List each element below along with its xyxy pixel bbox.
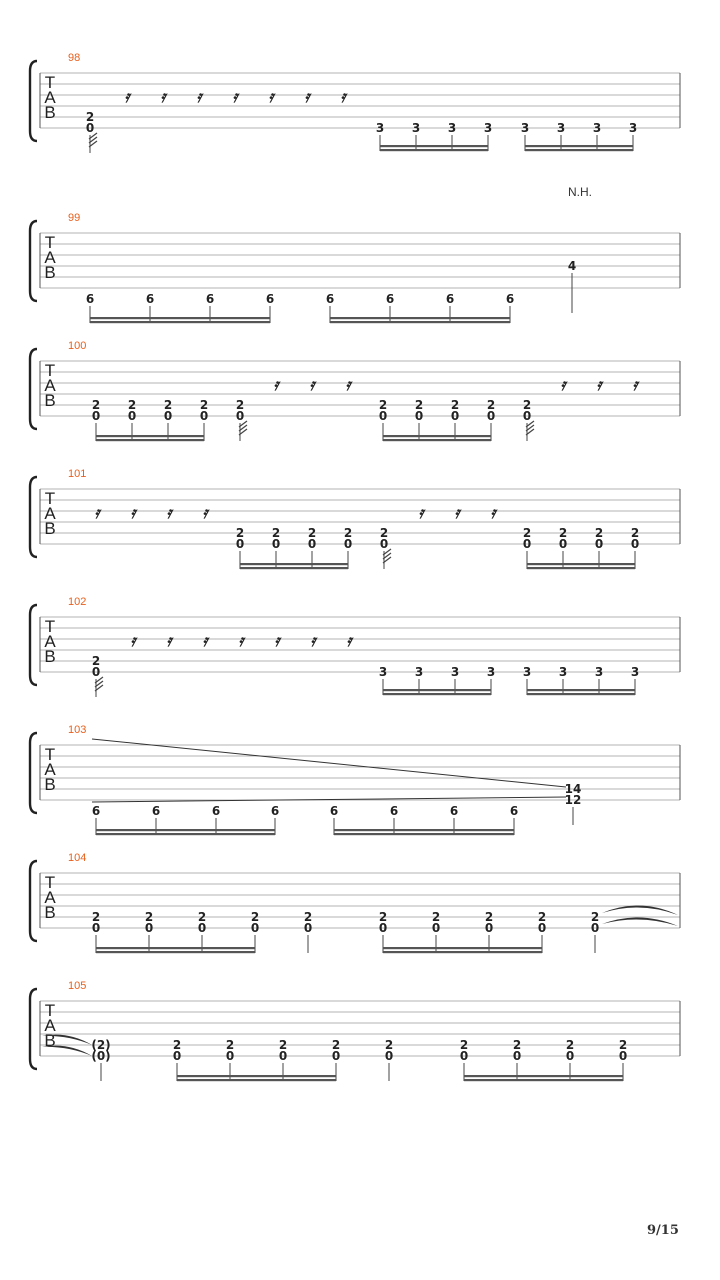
fret-number: 2 xyxy=(225,1038,235,1052)
tab-clef-letter: A xyxy=(44,632,56,651)
fret-number: 14 xyxy=(564,782,582,796)
fret-number: 2 xyxy=(558,526,568,540)
fret-number: 2 xyxy=(378,398,388,412)
measure-number: 99 xyxy=(68,212,81,224)
fret-number: 0 xyxy=(331,1049,341,1063)
beam xyxy=(383,689,491,691)
beam xyxy=(525,149,633,151)
fret-number: 2 xyxy=(537,910,547,924)
fret-number: 2 xyxy=(85,110,95,124)
fret-number: 0 xyxy=(522,537,532,551)
beam xyxy=(380,145,488,147)
system-bracket xyxy=(30,61,37,141)
beam xyxy=(96,951,255,953)
fret-number: 3 xyxy=(483,121,493,135)
fret-number: 6 xyxy=(211,804,221,818)
sixteenth-rest: 𝄿 xyxy=(560,375,566,394)
fret-number: 2 xyxy=(91,398,101,412)
measure-number: 101 xyxy=(68,468,87,480)
fret-number: 0 xyxy=(303,921,313,935)
tie-arc xyxy=(602,917,678,926)
tab-clef-letter: T xyxy=(44,873,56,892)
sixteenth-rest: 𝄿 xyxy=(232,87,238,106)
fret-number: 2 xyxy=(512,1038,522,1052)
fret-number: 3 xyxy=(558,665,568,679)
sixteenth-rest: 𝄿 xyxy=(124,87,130,106)
sixteenth-rest: 𝄿 xyxy=(130,631,136,650)
beam xyxy=(464,1075,623,1077)
beam xyxy=(334,829,514,831)
tie-arc xyxy=(602,905,678,915)
sixteenth-rest: 𝄿 xyxy=(454,503,460,522)
tab-clef-letter: A xyxy=(44,888,56,907)
tab-clef-letter: T xyxy=(44,745,56,764)
fret-number: 6 xyxy=(389,804,399,818)
fret-number: 3 xyxy=(594,665,604,679)
fret-number: 6 xyxy=(445,292,455,306)
beam xyxy=(240,567,348,569)
tab-system xyxy=(30,724,680,835)
fret-number: 0 xyxy=(163,409,173,423)
fret-number: 0 xyxy=(378,409,388,423)
beam xyxy=(96,435,204,437)
fret-number: 2 xyxy=(144,910,154,924)
fret-number: 12 xyxy=(564,793,582,807)
tab-system xyxy=(30,596,680,697)
beam xyxy=(383,439,491,441)
beam xyxy=(527,689,635,691)
fret-number: 3 xyxy=(630,665,640,679)
sixteenth-rest: 𝄿 xyxy=(418,503,424,522)
beam xyxy=(383,951,542,953)
fret-number: 2 xyxy=(343,526,353,540)
fret-number: 2 xyxy=(522,526,532,540)
fret-number: 3 xyxy=(520,121,530,135)
fret-number: 2 xyxy=(163,398,173,412)
fret-number: 0 xyxy=(431,921,441,935)
fret-number: 0 xyxy=(484,921,494,935)
fret-number: 2 xyxy=(235,398,245,412)
system-bracket xyxy=(30,477,37,557)
beam xyxy=(330,321,510,323)
tab-clef-letter: A xyxy=(44,248,56,267)
sixteenth-rest: 𝄿 xyxy=(238,631,244,650)
sixteenth-rest: 𝄿 xyxy=(340,87,346,106)
fret-number: 0 xyxy=(271,537,281,551)
fret-number: 6 xyxy=(329,804,339,818)
measure-number: 98 xyxy=(68,52,81,64)
tab-clef-letter: A xyxy=(44,376,56,395)
fret-number: 2 xyxy=(199,398,209,412)
fret-number: 0 xyxy=(91,665,101,679)
fret-number: 2 xyxy=(172,1038,182,1052)
fret-number: 6 xyxy=(270,804,280,818)
beam xyxy=(330,317,510,319)
fret-number: 6 xyxy=(325,292,335,306)
fret-number: 3 xyxy=(411,121,421,135)
fret-number: 0 xyxy=(384,1049,394,1063)
sixteenth-rest: 𝄿 xyxy=(166,503,172,522)
fret-number: 0 xyxy=(414,409,424,423)
fret-number: 2 xyxy=(197,910,207,924)
fret-number: 3 xyxy=(378,665,388,679)
fret-number: 2 xyxy=(91,910,101,924)
fret-number: 6 xyxy=(265,292,275,306)
sixteenth-rest: 𝄿 xyxy=(160,87,166,106)
system-bracket xyxy=(30,605,37,685)
tab-clef-letter: B xyxy=(44,775,56,794)
tab-clef-letter: T xyxy=(44,617,56,636)
tied-fret-number: (0) xyxy=(91,1049,111,1063)
fret-number: 0 xyxy=(199,409,209,423)
fret-number: 0 xyxy=(343,537,353,551)
sixteenth-rest: 𝄿 xyxy=(130,503,136,522)
fret-number: 0 xyxy=(250,921,260,935)
fret-number: 0 xyxy=(197,921,207,935)
beam xyxy=(177,1075,336,1077)
fret-number: 2 xyxy=(278,1038,288,1052)
fret-number: 2 xyxy=(486,398,496,412)
beam xyxy=(383,435,491,437)
fret-number: 0 xyxy=(172,1049,182,1063)
beam xyxy=(527,567,635,569)
fret-number: 2 xyxy=(414,398,424,412)
fret-number: 6 xyxy=(505,292,515,306)
beam xyxy=(96,947,255,949)
tab-clef-letter: T xyxy=(44,1001,56,1020)
sixteenth-rest: 𝄿 xyxy=(304,87,310,106)
sixteenth-rest: 𝄿 xyxy=(268,87,274,106)
fret-number: 2 xyxy=(484,910,494,924)
fret-number: 2 xyxy=(271,526,281,540)
tab-clef-letter: A xyxy=(44,504,56,523)
sixteenth-rest: 𝄿 xyxy=(490,503,496,522)
fret-number: 2 xyxy=(459,1038,469,1052)
fret-number: 3 xyxy=(628,121,638,135)
fret-number: 2 xyxy=(565,1038,575,1052)
beam xyxy=(240,563,348,565)
fret-number: 0 xyxy=(590,921,600,935)
fret-number: 3 xyxy=(556,121,566,135)
beam xyxy=(90,321,270,323)
tab-system xyxy=(30,52,680,153)
tab-clef-letter: B xyxy=(44,263,56,282)
fret-number: 2 xyxy=(235,526,245,540)
tab-clef-letter: A xyxy=(44,1016,56,1035)
system-bracket xyxy=(30,989,37,1069)
fret-number: 6 xyxy=(509,804,519,818)
fret-number: 2 xyxy=(384,1038,394,1052)
fret-number: 6 xyxy=(449,804,459,818)
sixteenth-rest: 𝄿 xyxy=(274,631,280,650)
tab-clef-letter: T xyxy=(44,489,56,508)
tab-clef-letter: B xyxy=(44,647,56,666)
sixteenth-rest: 𝄿 xyxy=(309,375,315,394)
slide-line xyxy=(92,739,566,787)
fret-number: 0 xyxy=(235,537,245,551)
fret-number: 2 xyxy=(379,526,389,540)
tab-clef-letter: B xyxy=(44,519,56,538)
tab-clef-letter: T xyxy=(44,233,56,252)
tab-clef-letter: B xyxy=(44,903,56,922)
fret-number: 0 xyxy=(379,537,389,551)
system-bracket xyxy=(30,221,37,301)
fret-number: 3 xyxy=(375,121,385,135)
fret-number: 6 xyxy=(91,804,101,818)
tab-system xyxy=(30,340,680,441)
fret-number: 2 xyxy=(250,910,260,924)
tab-system xyxy=(30,980,680,1081)
sixteenth-rest: 𝄿 xyxy=(94,503,100,522)
beam xyxy=(464,1079,623,1081)
tab-clef-letter: T xyxy=(44,361,56,380)
sixteenth-rest: 𝄿 xyxy=(273,375,279,394)
measure-number: 100 xyxy=(68,340,87,352)
beam xyxy=(177,1079,336,1081)
fret-number: 0 xyxy=(537,921,547,935)
beam xyxy=(90,317,270,319)
sixteenth-rest: 𝄿 xyxy=(310,631,316,650)
fret-number: 3 xyxy=(414,665,424,679)
fret-number: 0 xyxy=(522,409,532,423)
measure-number: 102 xyxy=(68,596,87,608)
beam xyxy=(96,833,275,835)
beam xyxy=(383,947,542,949)
sixteenth-rest: 𝄿 xyxy=(632,375,638,394)
fret-number: 0 xyxy=(459,1049,469,1063)
measure-number: 105 xyxy=(68,980,87,992)
fret-number: 0 xyxy=(565,1049,575,1063)
fret-number: 0 xyxy=(235,409,245,423)
fret-number: 2 xyxy=(307,526,317,540)
beam xyxy=(96,829,275,831)
fret-number: 2 xyxy=(303,910,313,924)
fret-number: 2 xyxy=(431,910,441,924)
sixteenth-rest: 𝄿 xyxy=(346,631,352,650)
sixteenth-rest: 𝄿 xyxy=(166,631,172,650)
fret-number: 2 xyxy=(450,398,460,412)
slide-line xyxy=(92,797,566,802)
sixteenth-rest: 𝄿 xyxy=(202,631,208,650)
tab-system xyxy=(30,468,680,569)
fret-number: 6 xyxy=(151,804,161,818)
fret-number: 6 xyxy=(205,292,215,306)
fret-number: 6 xyxy=(85,292,95,306)
tied-fret-number: (2) xyxy=(91,1038,111,1052)
fret-number: 2 xyxy=(331,1038,341,1052)
tab-system xyxy=(30,185,680,323)
fret-number: 0 xyxy=(307,537,317,551)
fret-number: 0 xyxy=(594,537,604,551)
sixteenth-rest: 𝄿 xyxy=(345,375,351,394)
fret-number: 0 xyxy=(278,1049,288,1063)
beam xyxy=(527,563,635,565)
fret-number: 0 xyxy=(225,1049,235,1063)
natural-harmonic-label: N.H. xyxy=(568,185,592,199)
fret-number: 0 xyxy=(512,1049,522,1063)
fret-number: 2 xyxy=(378,910,388,924)
fret-number: 6 xyxy=(145,292,155,306)
fret-number: 3 xyxy=(592,121,602,135)
sixteenth-rest: 𝄿 xyxy=(202,503,208,522)
system-bracket xyxy=(30,349,37,429)
page-number: 9/15 xyxy=(647,1223,679,1238)
fret-number: 0 xyxy=(630,537,640,551)
fret-number: 4 xyxy=(567,259,577,273)
fret-number: 3 xyxy=(522,665,532,679)
beam xyxy=(527,693,635,695)
tab-system xyxy=(30,852,680,953)
fret-number: 0 xyxy=(378,921,388,935)
fret-number: 0 xyxy=(127,409,137,423)
tab-clef-letter: B xyxy=(44,103,56,122)
fret-number: 2 xyxy=(590,910,600,924)
sixteenth-rest: 𝄿 xyxy=(596,375,602,394)
fret-number: 0 xyxy=(85,121,95,135)
fret-number: 0 xyxy=(486,409,496,423)
beam xyxy=(383,693,491,695)
sixteenth-rest: 𝄿 xyxy=(196,87,202,106)
fret-number: 2 xyxy=(91,654,101,668)
fret-number: 0 xyxy=(618,1049,628,1063)
fret-number: 3 xyxy=(450,665,460,679)
tab-clef-letter: B xyxy=(44,391,56,410)
fret-number: 0 xyxy=(91,921,101,935)
fret-number: 2 xyxy=(522,398,532,412)
beam xyxy=(380,149,488,151)
system-bracket xyxy=(30,733,37,813)
fret-number: 0 xyxy=(558,537,568,551)
fret-number: 2 xyxy=(618,1038,628,1052)
fret-number: 3 xyxy=(486,665,496,679)
beam xyxy=(525,145,633,147)
beam xyxy=(96,439,204,441)
beam xyxy=(334,833,514,835)
fret-number: 6 xyxy=(385,292,395,306)
fret-number: 0 xyxy=(450,409,460,423)
fret-number: 0 xyxy=(144,921,154,935)
measure-number: 103 xyxy=(68,724,87,736)
system-bracket xyxy=(30,861,37,941)
measure-number: 104 xyxy=(68,852,87,864)
fret-number: 2 xyxy=(594,526,604,540)
tab-clef-letter: A xyxy=(44,88,56,107)
fret-number: 3 xyxy=(447,121,457,135)
fret-number: 2 xyxy=(127,398,137,412)
tab-clef-letter: T xyxy=(44,73,56,92)
tab-clef-letter: B xyxy=(44,1031,56,1050)
fret-number: 2 xyxy=(630,526,640,540)
tab-clef-letter: A xyxy=(44,760,56,779)
fret-number: 0 xyxy=(91,409,101,423)
